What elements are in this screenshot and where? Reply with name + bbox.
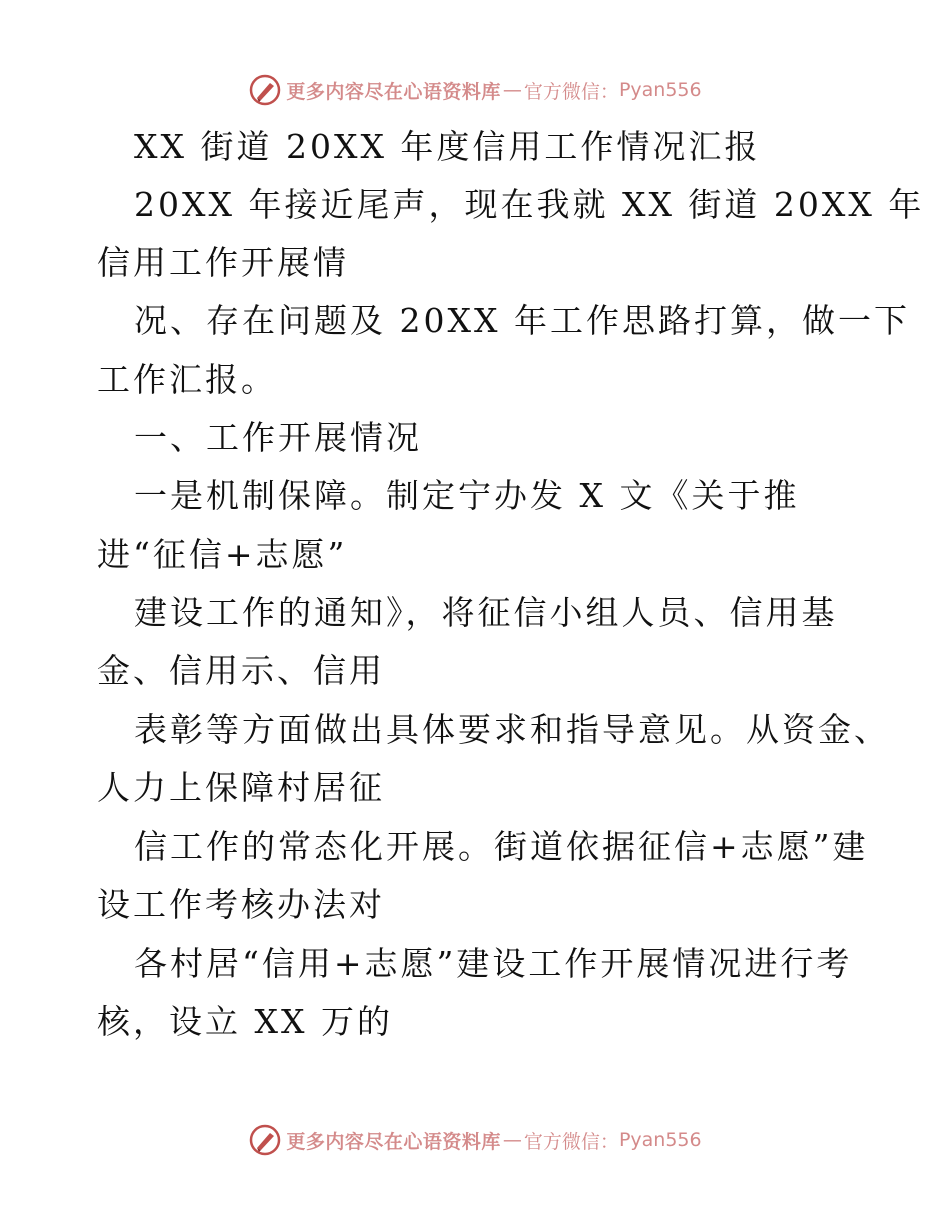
watermark-official-label: 官方微信：: [523, 80, 619, 103]
paragraph-line: 各村居“信用+志愿”建设工作开展情况进行考: [134, 944, 853, 983]
watermark-dash: —: [502, 79, 522, 101]
paragraph-line: 进“征信+志愿”: [97, 535, 348, 574]
pen-logo-icon: [248, 1123, 282, 1157]
paragraph-line: 20XX 年接近尾声，现在我就 XX 街道 20XX 年: [134, 185, 925, 224]
document-title: XX 街道 20XX 年度信用工作情况汇报: [134, 127, 761, 166]
watermark-dash: —: [502, 1129, 522, 1151]
paragraph-line: 核，设立 XX 万的: [97, 1002, 393, 1041]
paragraph-line: 一是机制保障。制定宁办发 X 文《关于推: [134, 476, 800, 515]
pen-logo-icon: [248, 73, 282, 107]
footer-watermark: [0, 1120, 950, 1160]
paragraph-line: 设工作考核办法对: [97, 885, 385, 924]
watermark-text: 更多内容尽在心语资料库: [286, 80, 501, 103]
header-watermark: [0, 70, 950, 110]
paragraph-line: 建设工作的通知》，将征信小组人员、信用基: [134, 593, 838, 632]
watermark-wechat-id: Pyan556: [618, 79, 702, 101]
paragraph-line: 况、存在问题及 20XX 年工作思路打算，做一下: [134, 301, 910, 340]
paragraph-line: 金、信用示、信用: [97, 651, 385, 690]
watermark-wechat-id: Pyan556: [618, 1129, 702, 1151]
paragraph-line: 工作汇报。: [97, 360, 277, 399]
watermark-official-label: 官方微信：: [523, 1130, 619, 1153]
paragraph-line: 信工作的常态化开展。街道依据征信+志愿”建: [134, 827, 869, 866]
section-heading: 一、工作开展情况: [134, 418, 422, 457]
paragraph-line: 表彰等方面做出具体要求和指导意见。从资金、: [134, 710, 890, 749]
paragraph-line: 信用工作开展情: [97, 243, 349, 282]
watermark-text: 更多内容尽在心语资料库: [286, 1130, 501, 1153]
paragraph-line: 人力上保障村居征: [97, 768, 385, 807]
